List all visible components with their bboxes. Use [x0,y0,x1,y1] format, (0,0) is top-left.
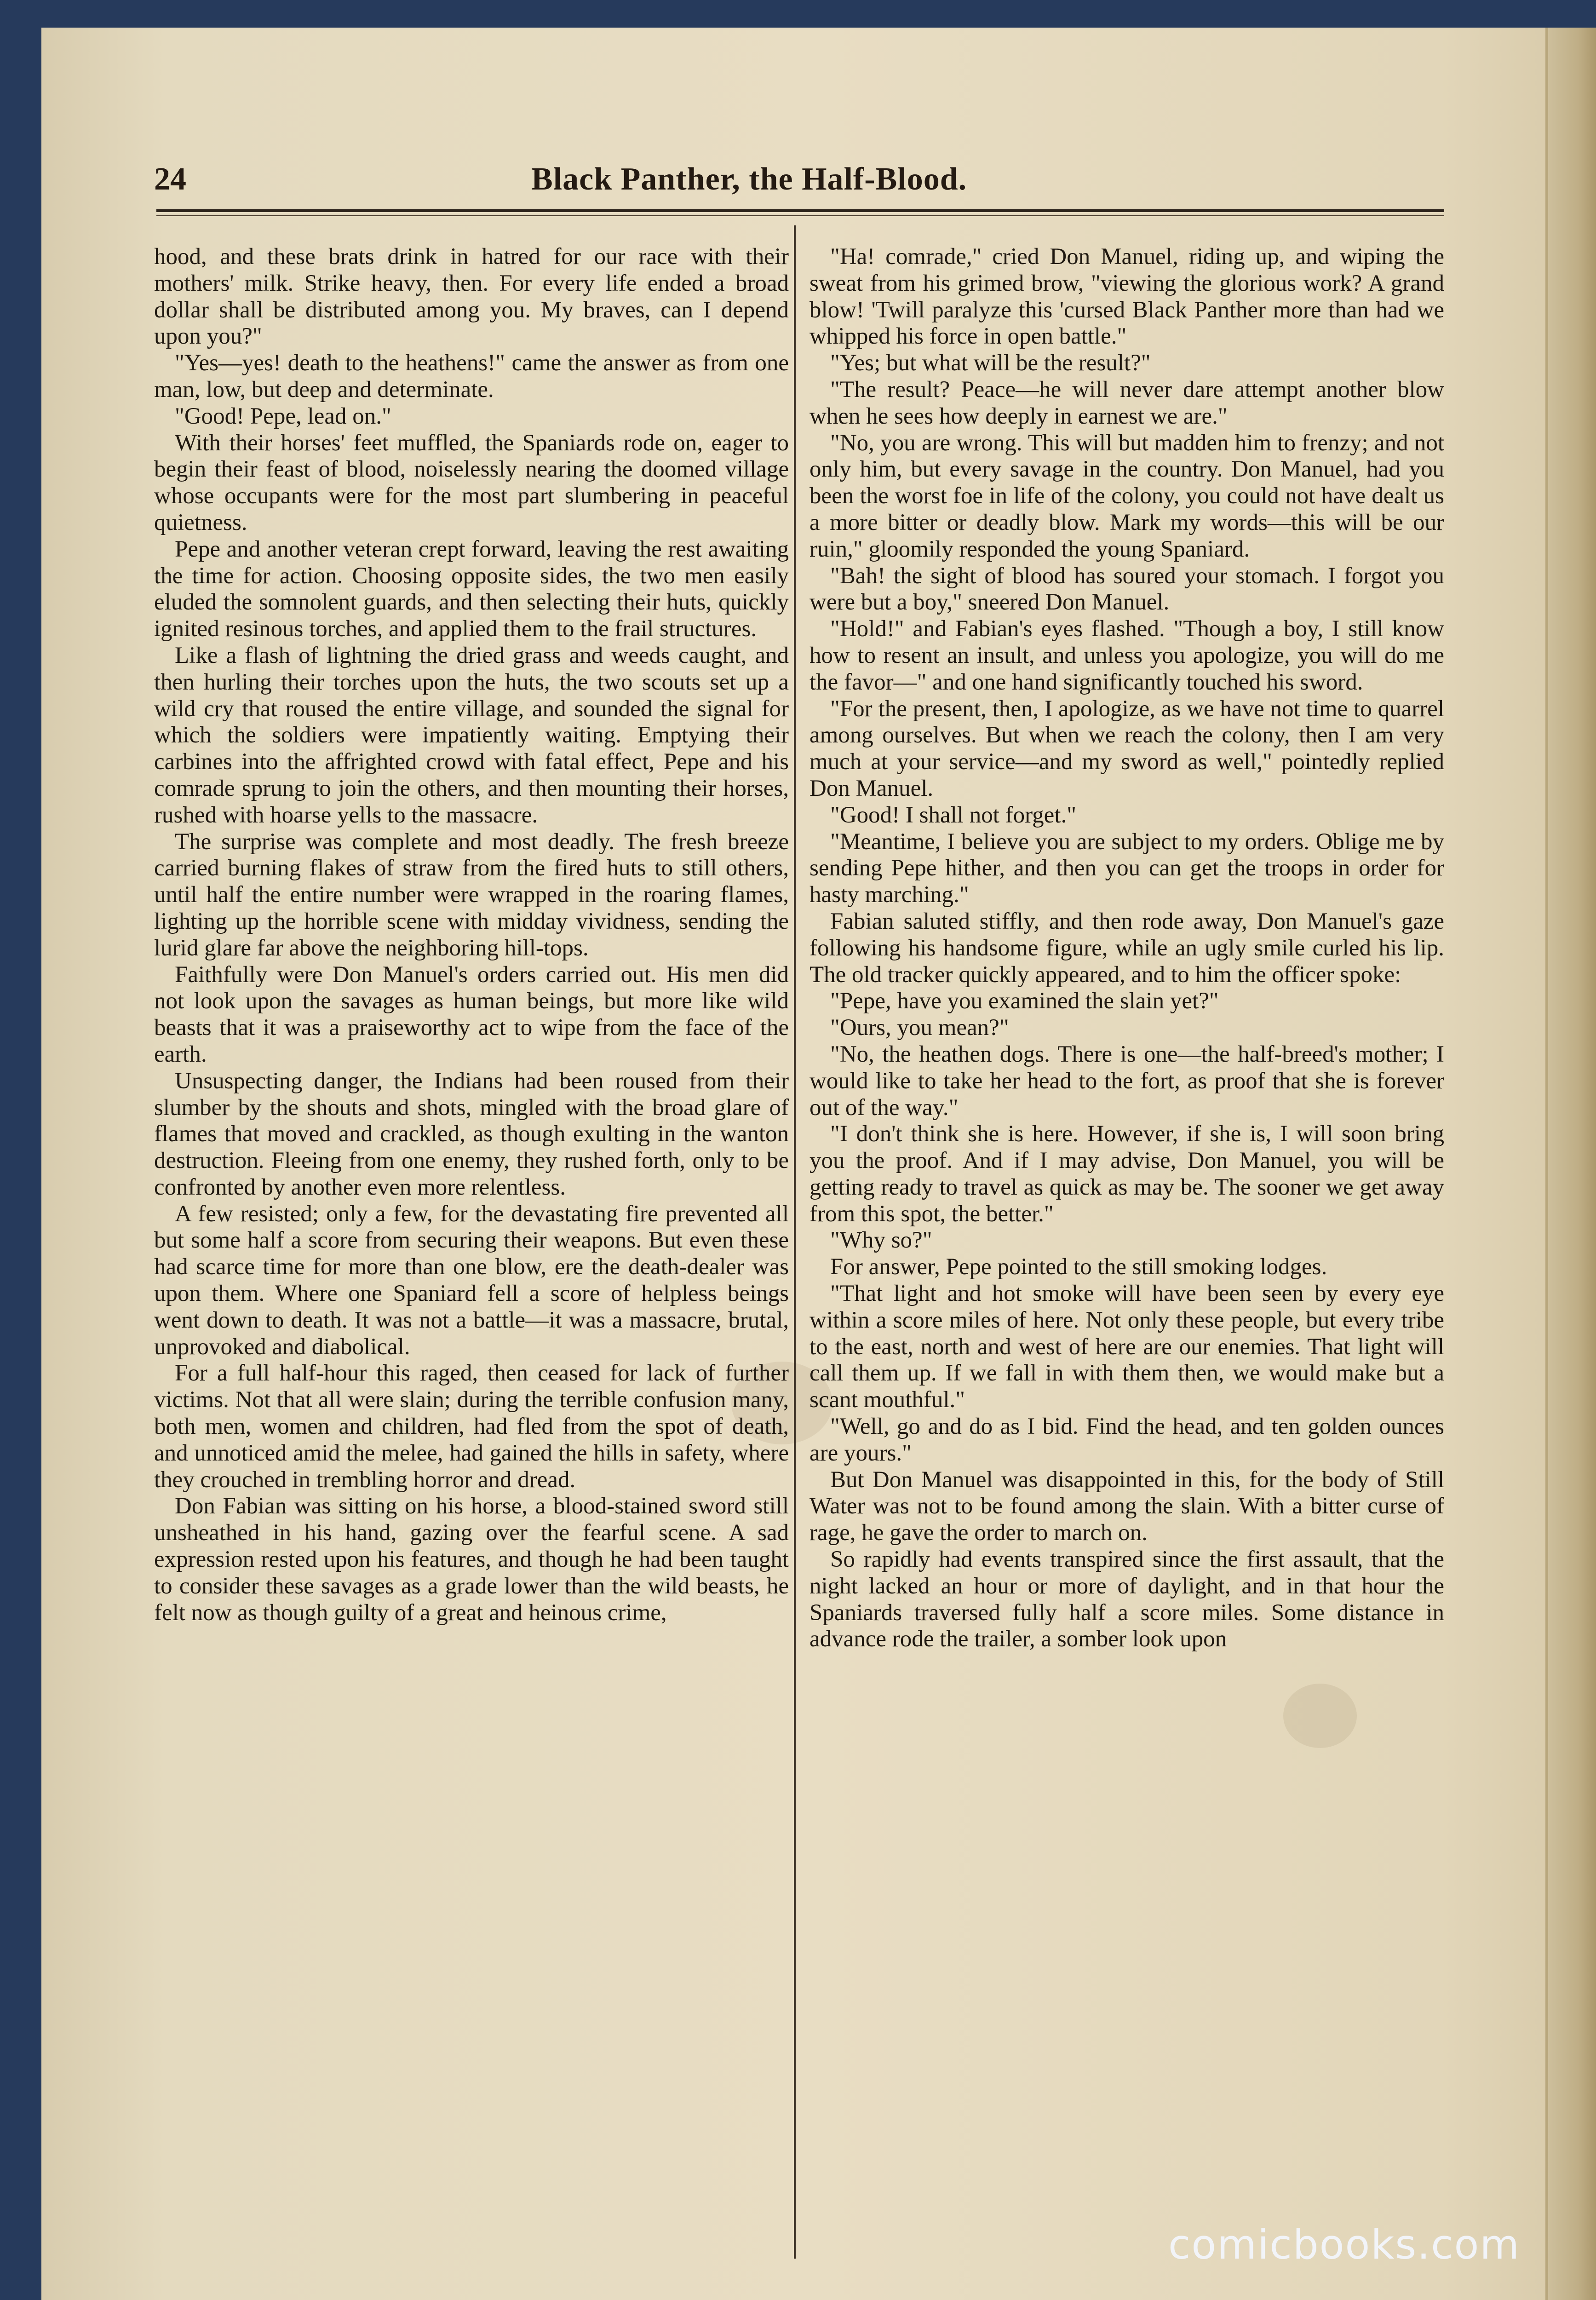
paragraph: "Ours, you mean?" [830,1015,1009,1041]
paragraph: "Good! I shall not forget." [830,802,1077,828]
page-header [117,154,1447,205]
paragraph: "Yes—yes! death to the heathens!" came the answer as from one man, low, but deep and determinate. [154,350,789,402]
paragraph: "Hold!" and Fabian's eyes flashed. "Though a boy, I still know how to resent an insult, and unless you apologize, you will do me the favor—" and one hand significantly touched his sword. [809,616,1444,695]
paragraph: hood, and these brats drink in hatred for our race with their mothers' milk. Strike heavy, then. For every life ended a broad dollar shall be distributed among you. My braves, can I depend upon you?" [154,244,789,350]
watermark: comicbooks.com [1168,2221,1521,2268]
column-divider [794,225,796,2259]
paragraph: For answer, Pepe pointed to the still smoking lodges. [830,1254,1327,1280]
paragraph: Like a flash of lightning the dried grass and weeds caught, and then hurling their torches upon the huts, the two scouts set up a wild cry that roused the entire village, and sounded the signal for which the soldiers were impatiently waiting. Emptying their carbines into the affrighted crowd with fatal effect, Pepe and his comrade sprung to join the others, and then mounting their horses, rushed with hoarse yells to the massacre. [154,642,789,828]
paragraph: Unsuspecting danger, the Indians had been roused from their slumber by the shouts and shots, mingled with the broad glare of flames that moved and crackled, as though exulting in the wanton destruction. Fleeing from one enemy, they rushed forth, only to be confronted by another even more relentless. [154,1068,789,1200]
paragraph: "The result? Peace—he will never dare attempt another blow when he sees how deeply in earnest we are." [809,376,1444,429]
paragraph: For a full half-hour this raged, then ceased for lack of further victims. Not that all were slain; during the terrible confusion many, both men, women and children, had fled from the spot of death, and unnoticed amid the melee, had gained the hills in safety, where they crouched in trembling horror and dread. [154,1360,789,1493]
paragraph: "Pepe, have you examined the slain yet?" [830,988,1219,1014]
header-rule-thin [156,215,1444,216]
paragraph: "For the present, then, I apologize, as we have not time to quarrel among ourselves. But when we reach the colony, then I am very much at your service—and my sword as well," pointedly replied Don Manuel. [809,696,1444,801]
paragraph: "Bah! the sight of blood has soured your stomach. I forgot you were but a boy," sneered Don Manuel. [809,563,1444,615]
paragraph: "That light and hot smoke will have been seen by every eye within a score miles of here. Not only these people, but every tribe to the east, north and west of here are our enemies. That light will call them up. If we fall in with them then, we would make but a scant mouthful." [809,1281,1444,1413]
paragraph: A few resisted; only a few, for the devastating fire prevented all but some half a score from securing their weapons. But even these had scarce time for more than one blow, ere the death-dealer was upon them. Where one Spaniard fell a score of helpless beings went down to death. It was not a battle—it was a massacre, brutal, unprovoked and diabolical. [154,1201,789,1360]
running-title: Black Panther, the Half-Blood. [531,161,967,197]
paragraph: "Good! Pepe, lead on." [175,403,391,429]
paragraph: Fabian saluted stiffly, and then rode away, Don Manuel's gaze following his handsome figure, while an ugly smile curled his lip. The old tracker quickly appeared, and to him the officer spoke: [809,908,1444,988]
page-binding-edge [1545,28,1596,2300]
text-column-left [154,244,789,1626]
paragraph: "Why so?" [830,1227,932,1254]
paragraph: "No, you are wrong. This will but madden him to frenzy; and not only him, but every savage in the country. Don Manuel, had you been the worst foe in life of the colony, you could not have dealt us a more bitter or deadly blow. Mark my words—this will be our ruin," gloomily responded the young Spaniard. [809,430,1444,562]
paragraph: "Ha! comrade," cried Don Manuel, riding up, and wiping the sweat from his grimed brow, "viewing the glorious work? A grand blow! 'Twill paralyze this 'cursed Black Panther more than had we whipped his force in open battle." [809,244,1444,350]
paragraph: "I don't think she is here. However, if she is, I will soon bring you the proof. And if I may advise, Don Manuel, you will be getting ready to travel as quick as may be. The sooner we get away from this spot, the better." [809,1121,1444,1227]
paragraph: With their horses' feet muffled, the Spaniards rode on, eager to begin their feast of blood, noiselessly nearing the doomed village whose occupants were for the most part slumbering in peaceful quietness. [154,430,789,535]
paragraph: Pepe and another veteran crept forward, leaving the rest awaiting the time for action. Choosing opposite sides, the two men easily eluded the somnolent guards, and then selecting their huts, quickly ignited resinous torches, and applied them to the frail structures. [154,536,789,642]
paragraph: "Well, go and do as I bid. Find the head, and ten golden ounces are yours." [809,1414,1444,1466]
paragraph: Faithfully were Don Manuel's orders carried out. His men did not look upon the savages as human beings, but more like wild beasts that it was a praiseworthy act to wipe from the face of the earth. [154,961,789,1067]
paragraph: The surprise was complete and most deadly. The fresh breeze carried burning flakes of straw from the fired huts to still others, until half the entire number were wrapped in the roaring flames, lighting up the horrible scene with midday vividness, sending the lurid glare far above the neighboring hill-tops. [154,828,789,961]
paragraph: So rapidly had events transpired since the first assault, that the night lacked an hour or more of daylight, and in that hour the Spaniards traversed fully half a score miles. Some distance in advance rode the trailer, a somber look upon [809,1547,1444,1652]
header-rule [156,209,1444,212]
paragraph: "Yes; but what will be the result?" [830,350,1151,376]
paragraph: "No, the heathen dogs. There is one—the half-breed's mother; I would like to take her head to the fort, as proof that she is forever out of the way." [809,1041,1444,1121]
paragraph: Don Fabian was sitting on his horse, a blood-stained sword still unsheathed in his hand, gazing over the fearful scene. A sad expression rested upon his features, and though he had been taught to consider these savages as a grade lower than the wild beasts, he felt now as though guilty of a great and heinous crime, [154,1493,789,1626]
paper-stain [1283,1684,1357,1748]
text-column-right [809,244,1444,1653]
paragraph: But Don Manuel was disappointed in this, for the body of Still Water was not to be found among the slain. With a bitter curse of rage, he gave the order to march on. [809,1466,1444,1546]
paragraph: "Meantime, I believe you are subject to my orders. Oblige me by sending Pepe hither, and then you can get the troops in order for hasty marching." [809,828,1444,908]
page-number: 24 [154,161,186,197]
